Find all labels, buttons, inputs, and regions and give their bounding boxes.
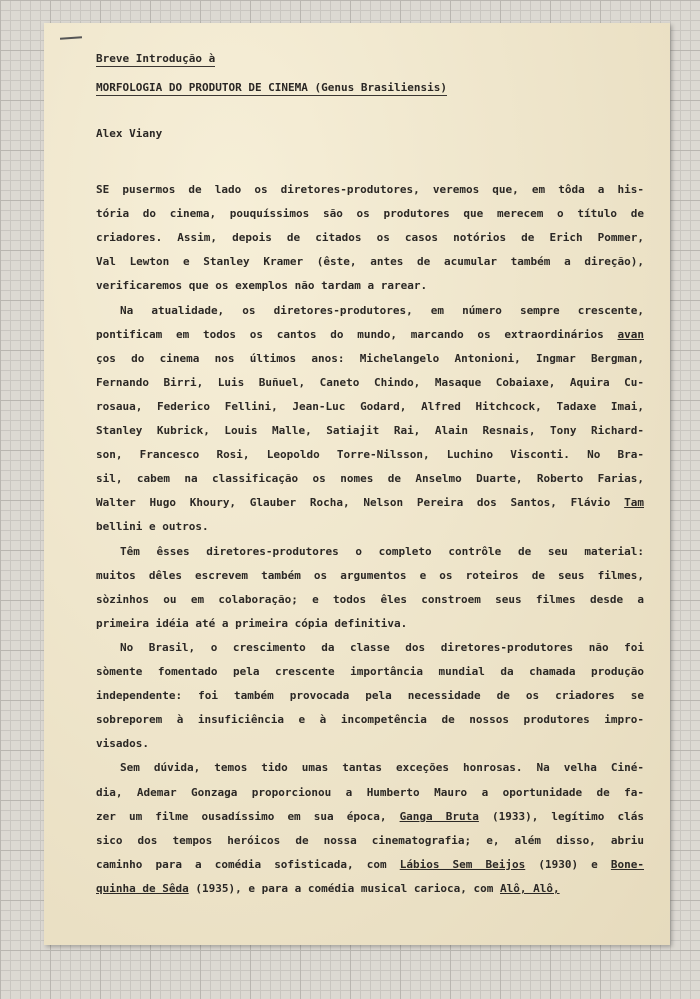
pencil-mark bbox=[60, 36, 82, 40]
text-line: No Brasil, o crescimento da classe dos diretores-produtores não foi bbox=[120, 640, 644, 654]
text-line: caminho para a comédia sofisticada, com Lábios Sem Beijos (1930) e Bone- bbox=[96, 857, 645, 871]
text-line: Fernando Birri, Luis Buñuel, Caneto Chindo, Masaque Cobaiaxe, Aquira Cu- bbox=[96, 375, 644, 389]
text-line: zer um filme ousadíssimo em sua época, Ganga Bruta (1933), legítimo clás bbox=[96, 809, 644, 823]
text-line: criadores. Assim, depois de citados os casos notórios de Erich Pommer, bbox=[96, 231, 644, 245]
text-line: Val Lewton e Stanley Kramer (êste, antes de acumular também a direção), bbox=[96, 255, 644, 269]
title-line-2: MORFOLOGIA DO PRODUTOR DE CINEMA (Genus Brasiliensis) bbox=[96, 81, 447, 94]
text-line: visados. bbox=[96, 737, 149, 751]
author: Alex Viany bbox=[96, 127, 163, 140]
typed-page bbox=[44, 23, 670, 945]
text-line: sòmente fomentado pela crescente importância mundial da chamada produção bbox=[96, 665, 644, 678]
text-line: muitos dêles escrevem também os argumentos e os roteiros de seus filmes, bbox=[96, 568, 644, 582]
text-line: sòzinhos ou em colaboração; e todos êles constroem seus filmes desde a bbox=[96, 592, 644, 606]
text-line: Têm êsses diretores-produtores o completo contrôle de seu material: bbox=[120, 544, 644, 558]
text-line: Sem dúvida, temos tido umas tantas exceções honrosas. Na velha Ciné- bbox=[120, 761, 644, 775]
text-line: quinha de Sêda (1935), e para a comédia musical carioca, com Alô, Alô, bbox=[96, 881, 560, 895]
text-line: SE pusermos de lado os diretores-produtores, veremos que, em tôda a his- bbox=[96, 183, 644, 196]
text-line: Walter Hugo Khoury, Glauber Rocha, Nelson Pereira dos Santos, Flávio Tam bbox=[96, 496, 644, 510]
text-line: Na atualidade, os diretores-produtores, em número sempre crescente, bbox=[120, 303, 644, 317]
text-line: tória do cinema, pouquíssimos são os produtores que merecem o título de bbox=[96, 207, 644, 221]
text-line: sico dos tempos heróicos de nossa cinematografia; e, além disso, abriu bbox=[96, 833, 644, 847]
text-line: independente: foi também provocada pela necessidade de os criadores se bbox=[96, 689, 644, 703]
text-line: pontificam em todos os cantos do mundo, marcando os extraordinários avan bbox=[96, 327, 644, 341]
text-line: sil, cabem na classificação os nomes de Anselmo Duarte, Roberto Farias, bbox=[96, 472, 644, 486]
text-line: bellini e outros. bbox=[96, 520, 209, 534]
text-line: ços do cinema nos últimos anos: Michelangelo Antonioni, Ingmar Bergman, bbox=[96, 351, 644, 365]
text-line: sobreporem à insuficiência e à incompetência de nossos produtores impro- bbox=[96, 713, 644, 727]
text-line: son, Francesco Rosi, Leopoldo Torre-Nilsson, Luchino Visconti. No Bra- bbox=[96, 448, 644, 462]
text-line: primeira idéia até a primeira cópia definitiva. bbox=[96, 616, 408, 630]
text-line: verificaremos que os exemplos não tardam a rarear. bbox=[96, 279, 428, 293]
title-line-1: Breve Introdução à bbox=[96, 52, 216, 65]
text-line: Stanley Kubrick, Louis Malle, Satiajit Rai, Alain Resnais, Tony Richard- bbox=[96, 424, 644, 437]
text-line: rosaua, Federico Fellini, Jean-Luc Godard, Alfred Hitchcock, Tadaxe Imai, bbox=[96, 399, 644, 413]
text-line: dia, Ademar Gonzaga proporcionou a Humberto Mauro a oportunidade de fa- bbox=[96, 785, 644, 799]
